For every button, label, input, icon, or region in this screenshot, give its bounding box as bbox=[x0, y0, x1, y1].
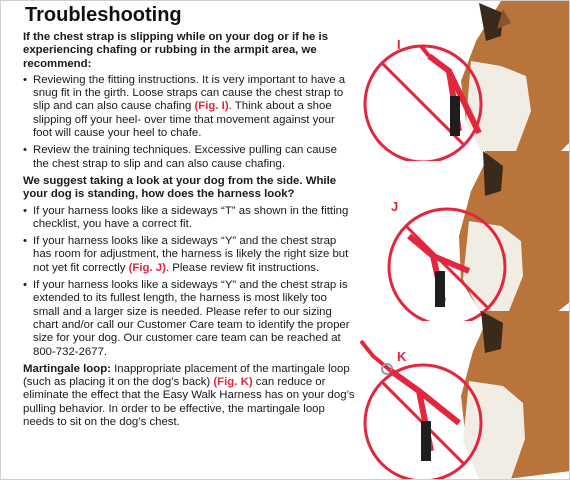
item-text: . Please review fit instructions. bbox=[165, 261, 320, 274]
page-title: Troubleshooting bbox=[25, 4, 182, 26]
recommend-list bbox=[23, 74, 355, 171]
martingale-paragraph bbox=[23, 363, 355, 429]
figure-label: I bbox=[397, 37, 401, 52]
figure-reference: (Fig. K) bbox=[213, 376, 253, 389]
figure-k bbox=[351, 311, 570, 480]
figure-label: J bbox=[391, 199, 399, 214]
dog-harness-illustration bbox=[351, 1, 570, 161]
martingale-text: Inappropriate placement of the martingale loop (such as placing it on the dog’s back) bbox=[23, 362, 350, 389]
item-text: If your harness looks like a sideways “Y” and the chest strap has room for adjustment, the harness is likely the right size but not yet fit correctly bbox=[33, 235, 349, 274]
item-text: Reviewing the fitting instructions. It is very important to have a snug fit in the girth. Loose straps can cause the chest strap to slip and can also cause chafing bbox=[33, 73, 346, 113]
troubleshooting-text bbox=[23, 3, 355, 432]
suggest-list bbox=[23, 205, 355, 359]
item-text: If your harness looks like a sideways “Y” and the chest strap is extended to its fullest length, the harness is most likely too small and a larger size is needed. Please refer to our sizing chart and/or call our Customer Care team to identify the proper size for your dog. Our customer care team can be reached at 800-732-2677. bbox=[33, 279, 350, 358]
list-item bbox=[23, 74, 355, 140]
dog-harness-illustration bbox=[351, 151, 570, 321]
figure-label: K bbox=[397, 349, 407, 364]
intro-paragraph: If the chest strap is slipping while on your dog or if he is experiencing chafing or rubbing in the armpit area, we recommend: bbox=[23, 31, 329, 70]
martingale-text: can reduce or eliminate the effect that the Easy Walk Harness has on your dog’s pulling behavior. In order to be effective, the martingale loop needs to sit on the dog’s chest. bbox=[23, 376, 355, 429]
list-item bbox=[23, 205, 355, 232]
illustrations-column bbox=[351, 1, 570, 480]
suggest-heading: We suggest taking a look at your dog from the side. While your dog is standing, how does the harness look? bbox=[23, 174, 337, 201]
figure-j bbox=[351, 151, 570, 321]
item-text: Review the training techniques. Excessive pulling can cause the chest strap to slip and can also cause chafing. bbox=[33, 144, 337, 170]
figure-reference: (Fig. J) bbox=[128, 261, 166, 274]
figure-reference: (Fig. I) bbox=[194, 100, 229, 113]
list-item bbox=[23, 235, 355, 275]
figure-i bbox=[351, 1, 570, 161]
list-item bbox=[23, 279, 355, 359]
item-text: If your harness looks like a sideways “T” as shown in the fitting checklist, you have a correct fit. bbox=[33, 204, 349, 230]
martingale-label: Martingale loop: bbox=[23, 362, 111, 375]
item-text: . Think about a shoe slipping off your heel- over time that movement against your foot will cause your heel to chafe. bbox=[33, 100, 335, 140]
dog-harness-illustration bbox=[351, 311, 570, 480]
list-item bbox=[23, 144, 355, 171]
